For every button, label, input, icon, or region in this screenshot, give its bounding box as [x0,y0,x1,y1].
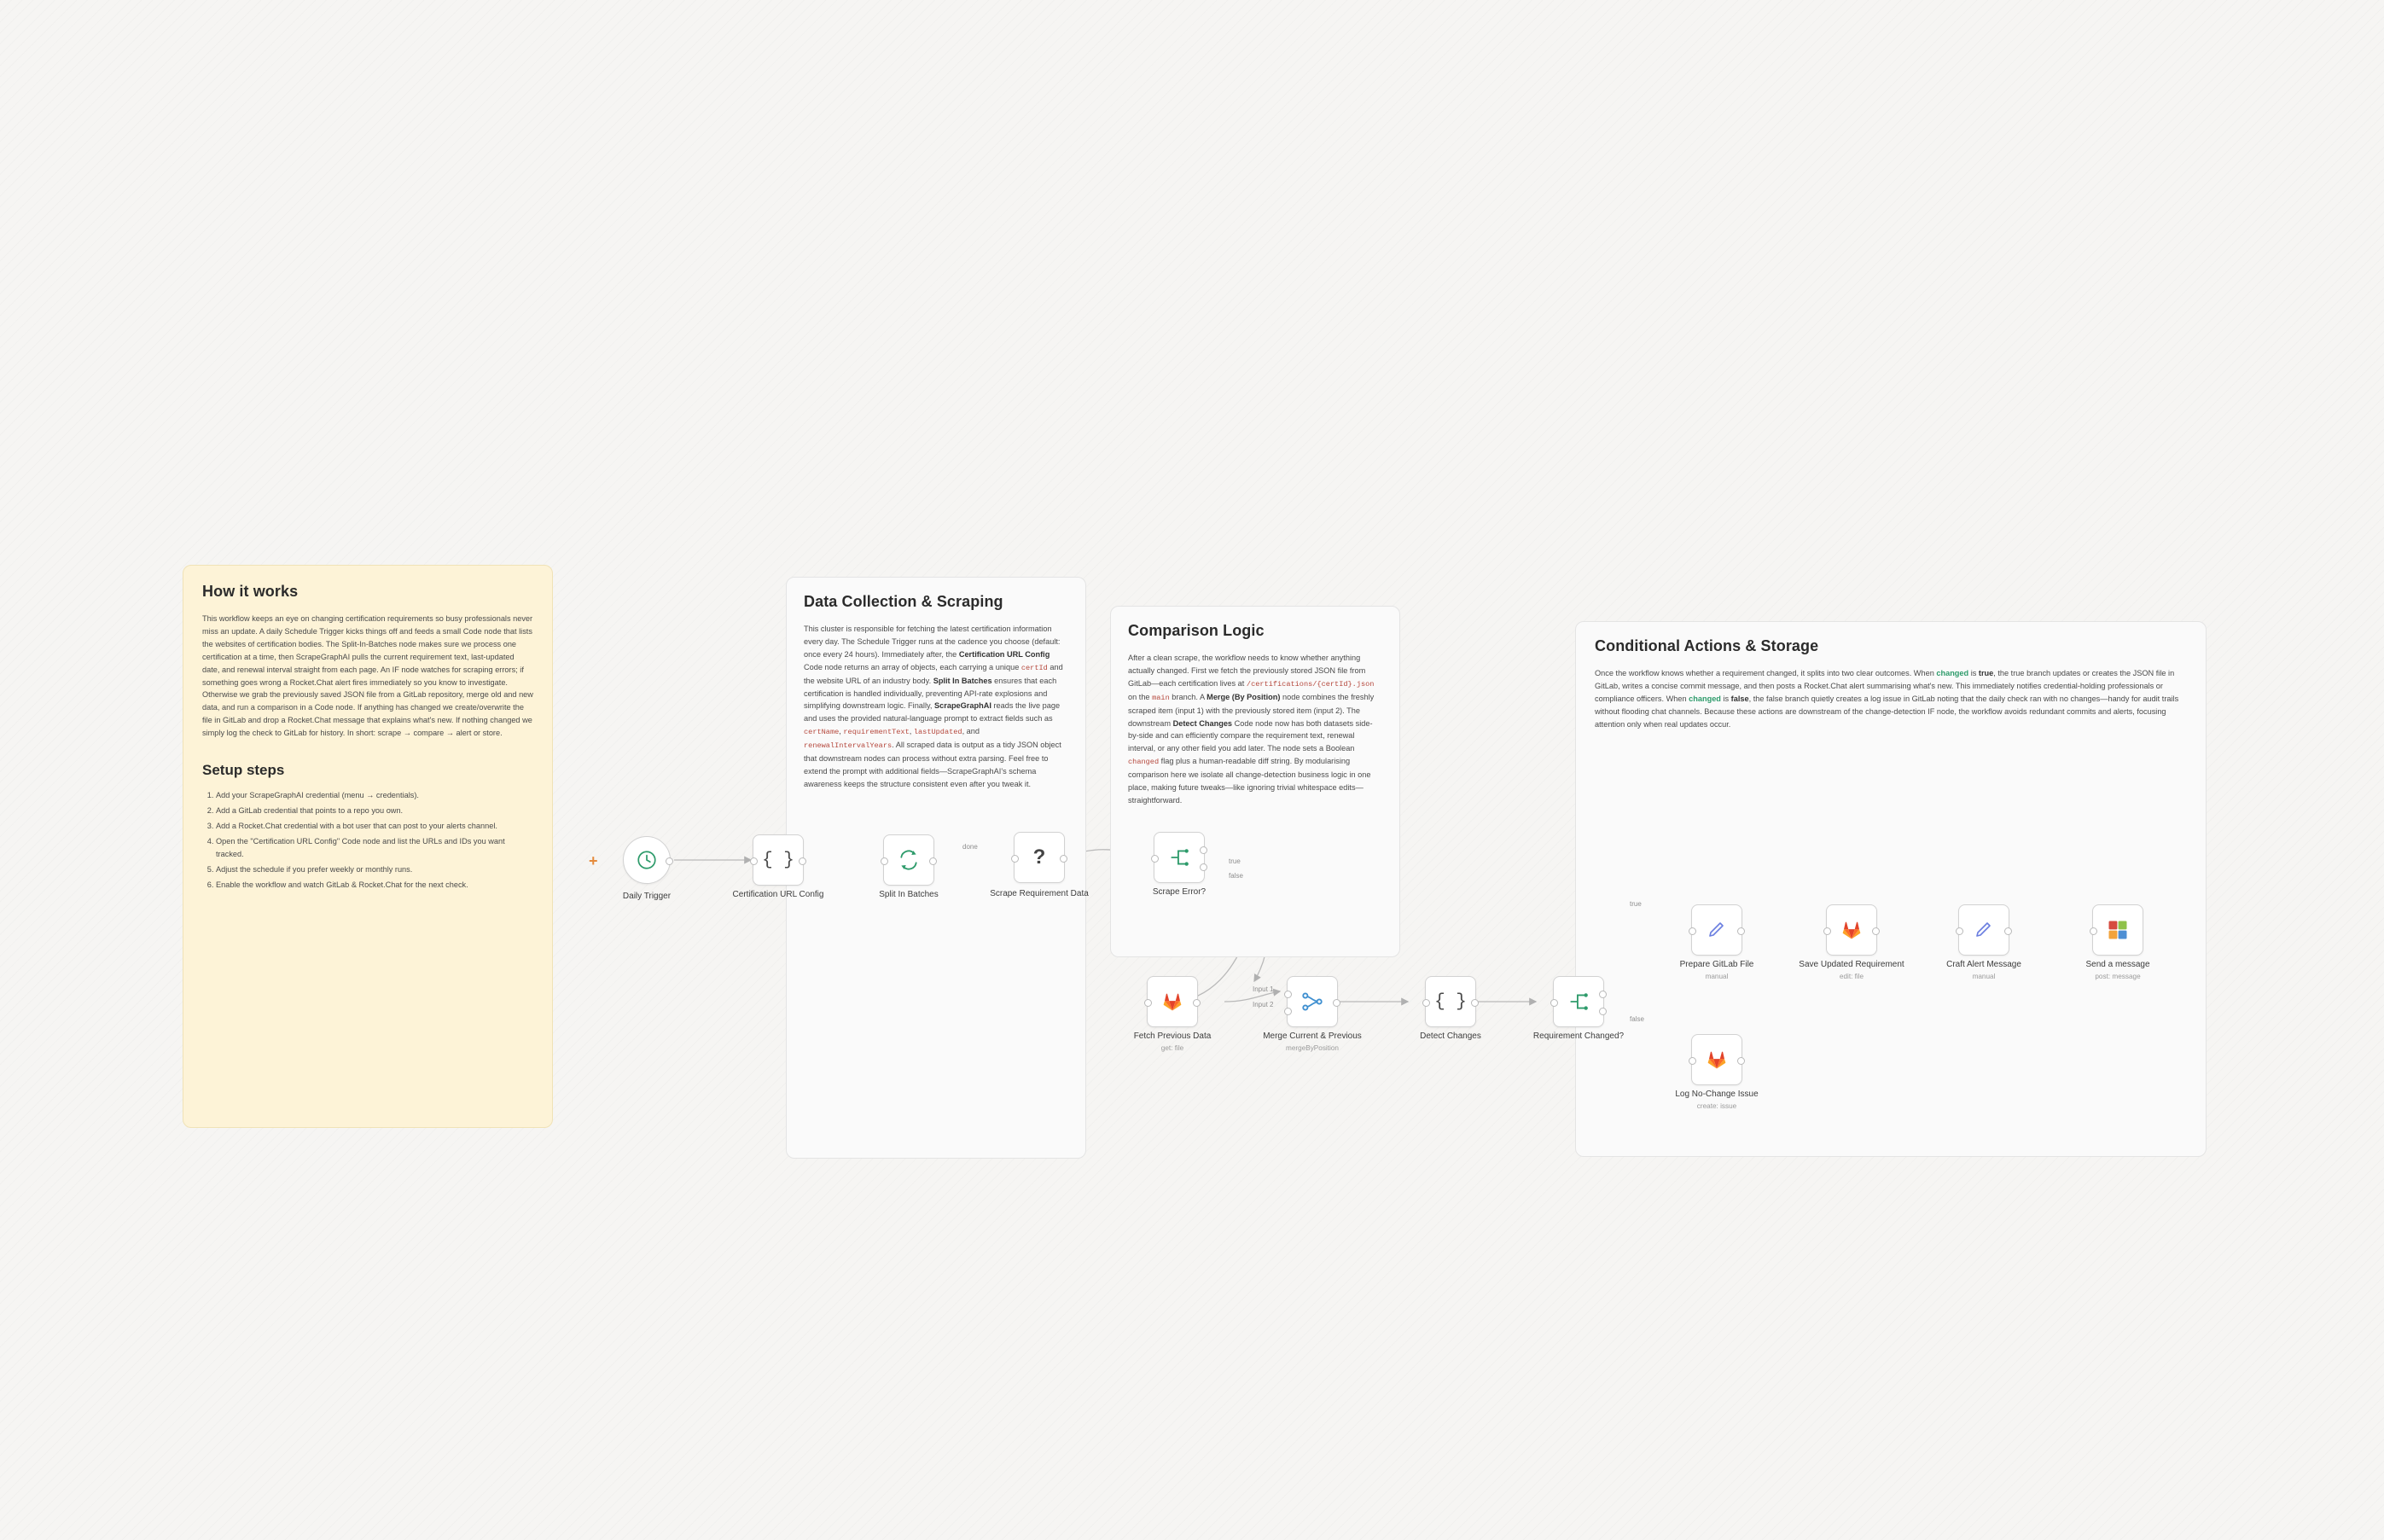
label-text: Prepare GitLab File [1679,960,1754,969]
edge-label-requirement-true: true [1630,900,1642,908]
label-text: Merge Current & Previous [1263,1032,1362,1041]
note-conditional-actions[interactable] [1575,621,2207,1157]
node-log-no-change-issue-label [1653,1090,1781,1111]
port-out-false[interactable] [1200,863,1207,871]
node-merge-current-previous-label [1248,1032,1376,1053]
rocketchat-icon [2106,918,2130,942]
node-craft-alert-message-label [1920,960,2048,981]
node-detect-changes-label: Detect Changes [1420,1032,1481,1041]
node-fetch-previous-data[interactable] [1133,976,1212,1052]
node-save-updated-requirement[interactable] [1799,904,1904,980]
port-in[interactable] [1823,927,1831,935]
edge-label-scrape-error-true: true [1229,857,1241,865]
question-mark-icon: ? [1032,846,1046,869]
node-daily-trigger[interactable] [622,836,672,901]
label-sub: get: file [1160,1043,1184,1052]
port-out-true[interactable] [1200,846,1207,854]
setup-step: 1. Add your ScrapeGraphAI credential (menu → credentials). [216,789,533,803]
node-requirement-changed-label: Requirement Changed? [1532,1032,1625,1041]
label-sub: manual [1705,972,1729,980]
port-in[interactable] [1956,927,1963,935]
pencil-icon [1974,920,1994,940]
clock-icon [636,849,658,871]
node-send-a-message[interactable] [2085,904,2150,980]
node-send-a-message-label [2054,960,2182,981]
pencil-icon [1707,920,1727,940]
note-how-it-works[interactable] [183,565,553,1128]
note-data-collection-body: This cluster is responsible for fetching the latest certification information every day. The Schedule Trigger runs at the cadence you choose (default: once every 24 hours). Immediately after, the Certification URL Config Code node returns an array of objects, each carrying a unique certId and the website URL of an industry body. Split In Batches ensures that each certification is handled individually, preventing API-rate explosions and simplifying downstream logic. Finally, ScrapeGraphAI reads the live page and uses the provided natural-language prompt to extract fields such as certName, requirementText, lastUpdated, and renewalIntervalYears. All scraped data is output as a tidy JSON object that downstream nodes can process without extra parsing. Feel free to extend the prompt with additional fields—ScrapeGraphAI's schema awareness keeps the structure consistent even after you tweak it. [804,625,1063,788]
note-comparison-logic[interactable] [1110,606,1400,957]
node-fetch-previous-data-label [1108,1032,1236,1053]
setup-step: 5. Adjust the schedule if you prefer weekly or monthly runs. [216,863,533,877]
setup-step: 4. Open the "Certification URL Config" Code node and list the URLs and IDs you want tracked. [216,835,533,863]
port-out[interactable] [666,857,673,865]
note-setup-title: Setup steps [202,762,285,779]
port-in[interactable] [1144,999,1152,1007]
node-certification-url-config-label: Certification URL Config [732,890,824,899]
filter-split-icon [1168,846,1190,869]
note-comparison-logic-title: Comparison Logic [1128,622,1265,639]
port-out[interactable] [1060,855,1067,863]
note-data-collection-title: Data Collection & Scraping [804,593,1003,610]
edge-label-scrape-error-false: false [1229,872,1243,880]
label-sub: mergeByPosition [1286,1043,1339,1052]
node-daily-trigger-label: Daily Trigger [622,892,672,901]
setup-step: 6. Enable the workflow and watch GitLab & Rocket.Chat for the next check. [216,879,533,892]
add-node-plus-icon[interactable]: + [589,852,598,869]
port-out[interactable] [1737,927,1745,935]
gitlab-icon [1705,1048,1729,1072]
edge-label-done: done [962,843,978,851]
node-scrape-error[interactable] [1152,832,1207,897]
port-out[interactable] [1471,999,1479,1007]
port-in[interactable] [1550,999,1558,1007]
note-how-it-works-title: How it works [202,583,299,600]
label-text: Save Updated Requirement [1799,960,1904,969]
port-in-1[interactable] [1284,991,1292,998]
node-scrape-requirement-data[interactable] [990,832,1089,898]
label-sub: manual [1972,972,1996,980]
node-prepare-gitlab-file-label [1653,960,1781,981]
node-detect-changes[interactable] [1420,976,1481,1041]
port-in[interactable] [1689,927,1696,935]
edge-label-requirement-false: false [1630,1015,1644,1023]
filter-split-icon [1567,991,1590,1013]
node-scrape-error-label: Scrape Error? [1152,887,1207,897]
node-log-no-change-issue[interactable] [1675,1034,1759,1110]
label-sub: edit: file [1839,972,1864,980]
node-save-updated-requirement-label [1788,960,1916,981]
label-sub: create: issue [1696,1101,1737,1110]
label-text: Log No-Change Issue [1675,1090,1759,1099]
port-in[interactable] [1689,1057,1696,1065]
node-prepare-gitlab-file[interactable] [1679,904,1754,980]
node-requirement-changed[interactable] [1532,976,1625,1041]
gitlab-icon [1160,990,1184,1014]
loop-icon [898,849,920,871]
label-text: Fetch Previous Data [1133,1032,1212,1041]
code-braces-icon: { } [1434,991,1467,1012]
edge-label-merge-input-2: Input 2 [1253,1001,1274,1008]
label-sub: post: message [2095,972,2141,980]
port-out[interactable] [2004,927,2012,935]
port-in-2[interactable] [1284,1008,1292,1015]
note-setup-steps [202,789,533,892]
note-comparison-logic-body: After a clean scrape, the workflow needs to know whether anything actually changed. First we fetch the previously stored JSON file from GitLab—each certification lives at /certifications/{certId}.json on the main branch. A Merge (By Position) node combines the freshly scraped item (input 1) with the previously stored item (input 2). The downstream Detect Changes Code node now has both datasets side-by-side and can efficiently compare the requirement text, renewal interval, or any other field you add later. The node sets a Boolean changed flag plus a human-readable diff string. By modularising comparison here we isolate all change-detection business logic in one place, making future tweaks—like ignoring trivial whitespace edits—straightforward. [1128,654,1375,805]
port-in[interactable] [1422,999,1430,1007]
node-scrape-requirement-data-label: Scrape Requirement Data [990,889,1089,898]
port-out-true[interactable] [1599,991,1607,998]
setup-step: 3. Add a Rocket.Chat credential with a bot user that can post to your alerts channel. [216,820,533,834]
note-conditional-actions-body: Once the workflow knows whether a requirement changed, it splits into two clear outcomes. When changed is true, the true branch updates or creates the JSON file in GitLab, writes a concise commit message, and then posts a Rocket.Chat alert summarising what's new. This immediately notifies credential-holding professionals or compliance officers. When changed is false, the false branch quietly creates a log issue in GitLab noting that the daily check ran with no changes—handy for audit trails without flooding chat channels. Because these actions are downstream of the change-detection IF node, the workflow avoids redundant commits and alerts, focusing attention only when real updates occur. [1595,669,2179,729]
gitlab-icon [1840,918,1864,942]
port-in[interactable] [2090,927,2097,935]
setup-step: 2. Add a GitLab credential that points to a repo you own. [216,805,533,818]
port-out-false[interactable] [1599,1008,1607,1015]
node-craft-alert-message[interactable] [1946,904,2021,980]
edge-label-merge-input-1: Input 1 [1253,985,1274,993]
node-split-in-batches[interactable] [879,834,939,899]
label-text: Craft Alert Message [1946,960,2021,969]
port-in[interactable] [1151,855,1159,863]
port-out[interactable] [1737,1057,1745,1065]
port-out[interactable] [799,857,806,865]
label-text: Send a message [2085,960,2150,969]
code-braces-icon: { } [762,850,794,870]
merge-icon [1300,990,1324,1014]
note-conditional-actions-title: Conditional Actions & Storage [1595,637,1819,654]
port-out[interactable] [1333,999,1340,1007]
port-out[interactable] [929,857,937,865]
port-out[interactable] [1872,927,1880,935]
note-how-it-works-body: This workflow keeps an eye on changing certification requirements so busy professionals never miss an update. A daily Schedule Trigger kicks things off and feeds a small Code node that lists the websites of certification bodies. The Split-In-Batches node makes sure we process one certification at a time, then ScrapeGraphAI pulls the current requirement text, last-updated date, and renewal interval straight from each page. An IF node watches for scraping errors; if something goes wrong a Rocket.Chat alert fires immediately so you know to investigate. Otherwise we grab the previously saved JSON file from a GitLab repository, merge old and new data, and run a comparison in a Code node. If anything has changed we create/overwrite the file in GitLab and drop a Rocket.Chat message that explains what's new. If nothing changed we simply log the check to GitLab for history. In short: scrape → compare → alert or store. [202,614,533,738]
node-split-in-batches-label: Split In Batches [879,890,939,899]
port-in[interactable] [750,857,758,865]
node-certification-url-config[interactable] [732,834,824,899]
port-in[interactable] [881,857,888,865]
port-in[interactable] [1011,855,1019,863]
port-out[interactable] [1193,999,1201,1007]
